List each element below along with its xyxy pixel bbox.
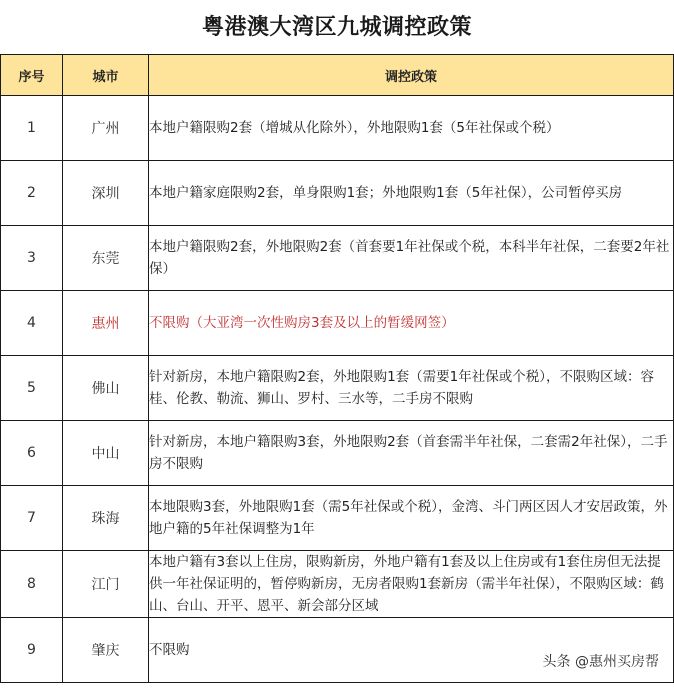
row-index: 8 (1, 551, 63, 618)
row-policy: 本地限购3套，外地限购1套（需5年社保或个税），金湾、斗门两区因人才安居政策，外地户籍的5年社保调整为1年 (149, 486, 674, 551)
row-policy: 本地户籍家庭限购2套，单身限购1套；外地限购1套（5年社保），公司暂停买房 (149, 161, 674, 226)
row-index: 6 (1, 421, 63, 486)
table-row (1, 618, 674, 683)
row-index: 2 (1, 161, 63, 226)
policy-table (0, 54, 674, 683)
table-header-row (1, 55, 674, 96)
table-row (1, 421, 674, 486)
row-policy: 本地户籍限购2套，外地限购2套（首套要1年社保或个税，本科半年社保，二套要2年社保） (149, 226, 674, 291)
table-row-highlighted (1, 291, 674, 356)
row-policy: 本地户籍有3套以上住房，限购新房，外地户籍有1套及以上住房或有1套住房但无法提供一年社保证明的，暂停购新房，无房者限购1套新房（需半年社保），不限购区域：鹤山、台山、开平、恩平、新会部分区域 (149, 551, 674, 618)
table-row (1, 356, 674, 421)
page-title: 粤港澳大湾区九城调控政策 (201, 15, 472, 40)
row-policy (149, 618, 674, 683)
header-policy: 调控政策 (149, 55, 674, 96)
row-policy: 针对新房，本地户籍限购3套，外地限购2套（首套需半年社保，二套需2年社保），二手房不限购 (149, 421, 674, 486)
row-city: 肇庆 (63, 618, 149, 683)
row-city: 广州 (63, 96, 149, 161)
header-index: 序号 (1, 55, 63, 96)
header-city: 城市 (63, 55, 149, 96)
row-city: 惠州 (63, 291, 149, 356)
table-row (1, 226, 674, 291)
row-city: 中山 (63, 421, 149, 486)
row-policy: 不限购（大亚湾一次性购房3套及以上的暂缓网签） (149, 291, 674, 356)
row-index: 9 (1, 618, 63, 683)
row-index: 5 (1, 356, 63, 421)
row-index: 7 (1, 486, 63, 551)
row-city: 江门 (63, 551, 149, 618)
table-row (1, 486, 674, 551)
row-index: 3 (1, 226, 63, 291)
watermark: 头条 @惠州买房帮 (542, 654, 659, 670)
table-row (1, 96, 674, 161)
row-city: 东莞 (63, 226, 149, 291)
row-city: 深圳 (63, 161, 149, 226)
row-city: 珠海 (63, 486, 149, 551)
row-index: 1 (1, 96, 63, 161)
table-row (1, 161, 674, 226)
row-policy: 针对新房，本地户籍限购2套，外地限购1套（需要1年社保或个税），不限购区域：容桂、伦教、勒流、狮山、罗村、三水等，二手房不限购 (149, 356, 674, 421)
row-city: 佛山 (63, 356, 149, 421)
row-index: 4 (1, 291, 63, 356)
row-policy: 本地户籍限购2套（增城从化除外），外地限购1套（5年社保或个税） (149, 96, 674, 161)
table-row (1, 551, 674, 618)
row-policy-text: 不限购 (149, 642, 190, 658)
